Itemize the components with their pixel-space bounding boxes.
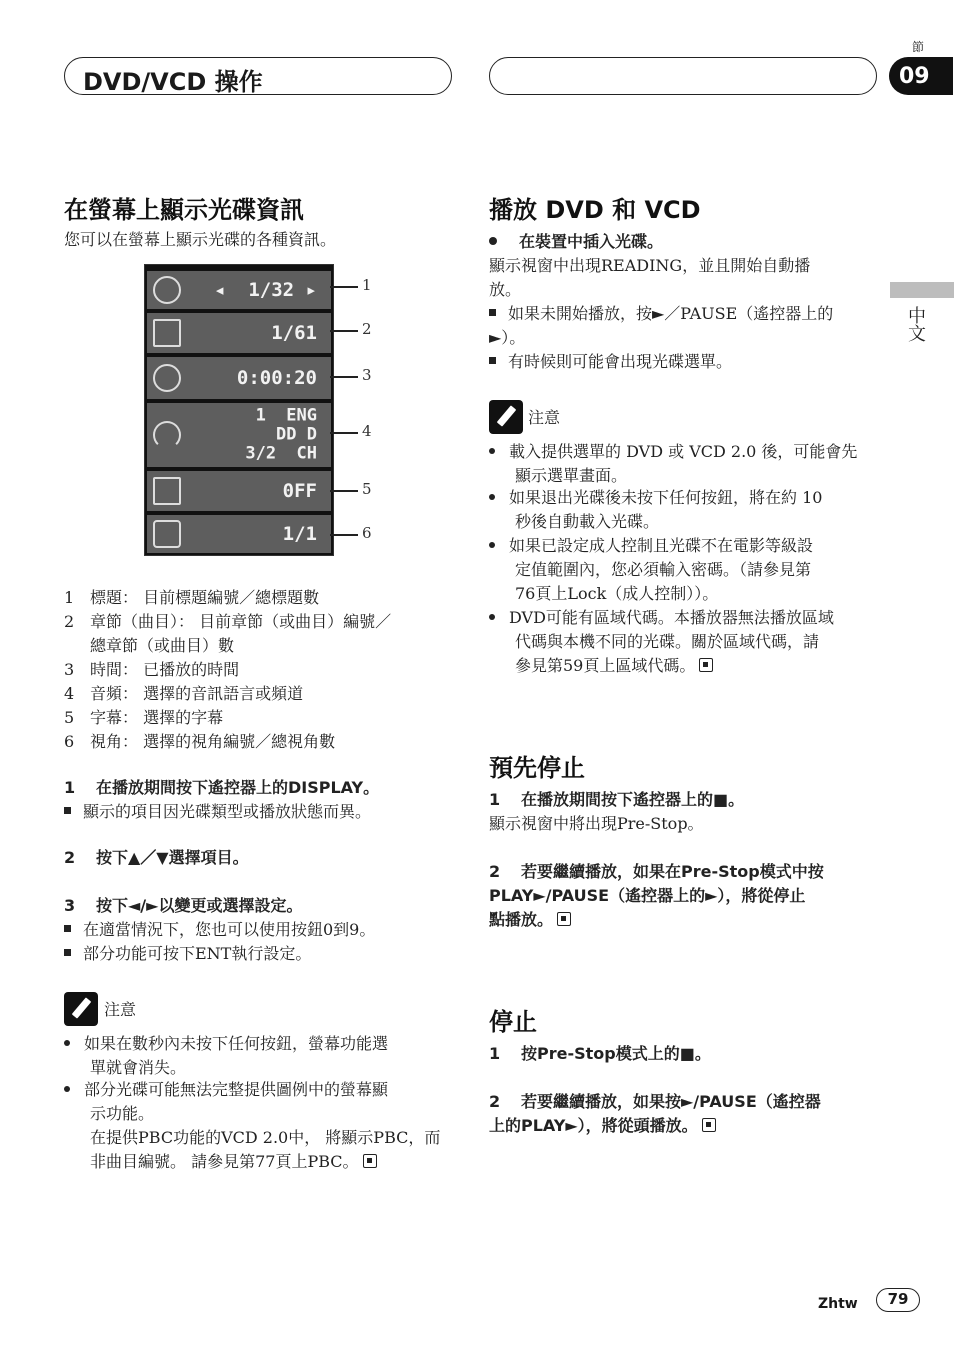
legend-row: 4 音頻： 選擇的音訊語言或頻道 — [64, 684, 304, 703]
chapter-number: 09 — [899, 63, 930, 89]
end-mark-icon — [702, 1118, 716, 1132]
page-number: 79 — [876, 1288, 920, 1312]
header-title-pill — [64, 57, 452, 95]
prestop-line: 顯示視窗中將出現Pre-Stop。 — [489, 814, 704, 833]
chapter-number-badge — [889, 57, 953, 95]
step-3-bullet: 在適當情況下，您也可以使用按鈕0到9。 — [64, 918, 375, 942]
note-item-cont: 代碼與本機不同的光碟。關於區域代碼，請 — [515, 632, 820, 651]
legend-row: 2 章節（曲目）： 目前章節（或曲目）編號／ — [64, 612, 392, 631]
legend-row: 3 時間： 已播放的時間 — [64, 660, 240, 679]
side-language-tab — [890, 282, 954, 298]
end-mark-icon — [363, 1154, 377, 1168]
section-title-disc-info: 在螢幕上顯示光碟資訊 — [64, 196, 304, 224]
note-item-cont: 76頁上Lock（成人控制））。 — [515, 584, 719, 603]
osd-value-chapter: 1/61 — [271, 322, 317, 344]
film-reel-icon — [153, 276, 181, 304]
prestop-step-2-cont: 點播放。 — [489, 908, 571, 932]
prestop-step-2-cont: PLAY►/PAUSE（遙控器上的►），將從停止 — [489, 886, 806, 905]
step-1-bullet: 顯示的項目因光碟類型或播放狀態而異。 — [64, 800, 371, 824]
osd-row-chapter — [147, 313, 331, 353]
callout-line-6 — [330, 534, 358, 536]
note-label: 注意 — [528, 408, 561, 427]
section-title-prestop: 預先停止 — [489, 754, 585, 782]
end-mark-icon — [557, 912, 571, 926]
legend-row: 1 標題： 目前標題編號／總標題數 — [64, 588, 320, 607]
note-item-cont: 參見第59頁上區域代碼。 — [515, 654, 713, 678]
legend-row: 6 視角： 選擇的視角編號／總視角數 — [64, 732, 336, 751]
callout-number-6: 6 — [362, 524, 372, 542]
note-item: 如果退出光碟後未按下任何按鈕，將在約 10 — [489, 486, 822, 510]
callout-number-1: 1 — [362, 276, 372, 294]
note-pencil-icon — [489, 400, 523, 434]
note-item-cont: 在提供PBC功能的VCD 2.0中， 將顯示PBC，而 — [90, 1128, 441, 1147]
film-strip-icon — [153, 319, 181, 347]
camera-angle-icon — [153, 520, 181, 548]
step-3: 3 按下◄/►以變更或選擇設定。 — [64, 896, 303, 915]
header-empty-pill — [489, 57, 877, 95]
play-bullet: 有時候則可能會出現光碟選單。 — [489, 350, 732, 374]
note-item: DVD可能有區域代碼。本播放器無法播放區域 — [489, 606, 834, 630]
note-item: 如果已設定成人控制且光碟不在電影等級設 — [489, 534, 813, 558]
footer-language: Zhtw — [818, 1296, 858, 1312]
header-title: DVD/VCD 操作 — [83, 68, 263, 96]
note-label: 注意 — [104, 1000, 137, 1019]
note-item-cont: 秒後自動載入光碟。 — [515, 512, 660, 531]
note-item-cont: 示功能。 — [90, 1104, 155, 1123]
headphones-icon — [153, 421, 181, 449]
prestop-step-2: 2 若要繼續播放，如果在Pre-Stop模式中按 — [489, 862, 824, 881]
callout-number-5: 5 — [362, 480, 372, 498]
intro-text: 您可以在螢幕上顯示光碟的各種資訊。 — [64, 230, 337, 249]
osd-value-title: ◂ 1/32 ▸ — [214, 279, 317, 301]
osd-panel — [144, 264, 334, 556]
osd-row-time — [147, 357, 331, 399]
osd-value-time: 0:00:20 — [236, 367, 317, 389]
step-1: 1 在播放期間按下遙控器上的DISPLAY。 — [64, 778, 380, 797]
play-line: 放。 — [489, 280, 522, 299]
callout-line-3 — [330, 376, 358, 378]
note-item-cont: 非曲目編號。 請參見第77頁上PBC。 — [90, 1150, 377, 1174]
section-title-play: 播放 DVD 和 VCD — [489, 196, 701, 224]
note-item-cont: 單就會消失。 — [90, 1058, 187, 1077]
osd-row-subtitle — [147, 471, 331, 511]
osd-value-subtitle: 0FF — [282, 480, 317, 502]
side-language-label: 中文 — [905, 306, 926, 342]
legend-row: 5 字幕： 選擇的字幕 — [64, 708, 224, 727]
note-item: 如果在數秒內未按下任何按鈕，螢幕功能選 — [64, 1032, 388, 1056]
stop-step-1: 1 按Pre-Stop模式上的■。 — [489, 1044, 711, 1063]
callout-number-4: 4 — [362, 422, 372, 440]
callout-line-2 — [330, 330, 358, 332]
legend-row: 總章節（或曲目）數 — [90, 636, 235, 655]
stop-step-2: 2 若要繼續播放，如果按►/PAUSE（遙控器 — [489, 1092, 821, 1111]
end-mark-icon — [699, 658, 713, 672]
osd-row-audio — [147, 403, 331, 467]
prestop-step-1: 1 在播放期間按下遙控器上的■。 — [489, 790, 745, 809]
note-item: 載入提供選單的 DVD 或 VCD 2.0 後，可能會先 — [489, 440, 857, 464]
step-2: 2 按下▲／▼選擇項目。 — [64, 848, 249, 867]
callout-line-5 — [330, 490, 358, 492]
clock-icon — [153, 364, 181, 392]
note-item: 部分光碟可能無法完整提供圖例中的螢幕顯 — [64, 1078, 388, 1102]
note-item-cont: 定值範圍內，您必須輸入密碼。（請參見第 — [515, 560, 812, 579]
osd-value-angle: 1/1 — [282, 523, 317, 545]
callout-number-2: 2 — [362, 320, 372, 338]
osd-row-title — [147, 271, 331, 309]
section-title-stop: 停止 — [489, 1008, 537, 1036]
subtitle-icon — [153, 477, 181, 505]
stop-step-2-cont: 上的PLAY►），將從頭播放。 — [489, 1114, 716, 1138]
callout-line-1 — [330, 286, 358, 288]
osd-row-angle — [147, 515, 331, 553]
callout-number-3: 3 — [362, 366, 372, 384]
play-bullet-cont: ►）。 — [489, 328, 526, 347]
callout-line-4 — [330, 432, 358, 434]
note-pencil-icon — [64, 992, 98, 1026]
note-item-cont: 顯示選單畫面。 — [515, 466, 628, 485]
play-step: 在裝置中插入光碟。 — [489, 230, 663, 254]
play-bullet: 如果未開始播放，按►／PAUSE（遙控器上的 — [489, 302, 833, 326]
osd-value-audio: 1 ENG DD D 3/2 CH — [245, 405, 317, 464]
play-line: 顯示視窗中出現READING，並且開始自動播 — [489, 256, 811, 275]
step-3-bullet: 部分功能可按下ENT執行設定。 — [64, 942, 311, 966]
chapter-label: 節 — [912, 40, 925, 54]
